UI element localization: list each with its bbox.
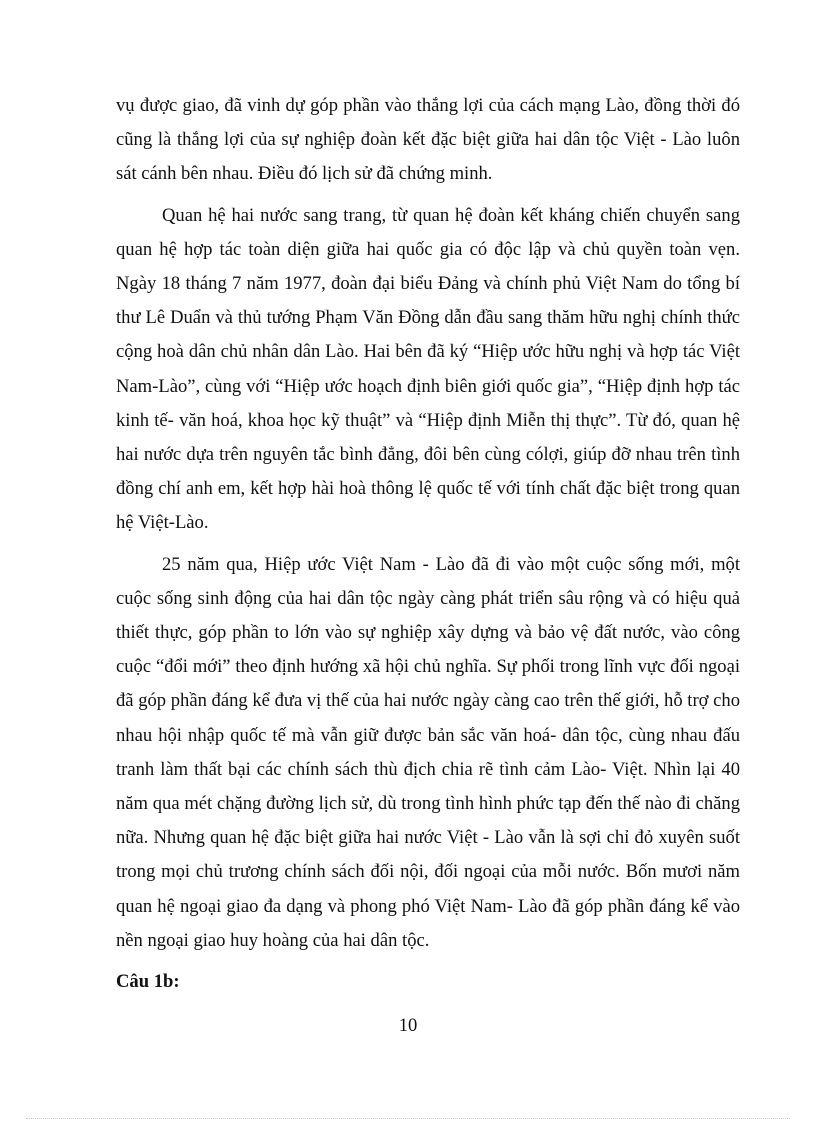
paragraph-bilateral-relations: Quan hệ hai nước sang trang, từ quan hệ đoàn kết kháng chiến chuyển sang quan hệ hợp tác toàn diện giữa hai quốc gia có độc lập và chủ quyền toàn vẹn. Ngày 18 tháng 7 năm 1977, đoàn đại biểu Đảng và chính phủ Việt Nam do tổng bí thư Lê Duẩn và thủ tướng Phạm Văn Đồng dẫn đầu sang thăm hữu nghị chính thức cộng hoà dân chủ nhân dân Lào. Hai bên đã ký “Hiệp ước hữu nghị và hợp tác Việt Nam-Lào”, cùng với “Hiệp ước hoạch định biên giới quốc gia”, “Hiệp định hợp tác kinh tế- văn hoá, khoa học kỹ thuật” và “Hiệp định Miễn thị thực”. Từ đó, quan hệ hai nước dựa trên nguyên tắc bình đẳng, đôi bên cùng cólợi, giúp đỡ nhau trên tình đồng chí anh em, kết hợp hài hoà thông lệ quốc tế với tính chất đặc biệt trong quan hệ Việt-Lào. — [116, 204, 740, 534]
page-number: 10 — [398, 1015, 418, 1036]
paragraph-treaty-25-years: 25 năm qua, Hiệp ước Việt Nam - Lào đã đi vào một cuộc sống mới, một cuộc sống sinh động của hai dân tộc ngày càng phát triển sâu rộng và có hiệu quả thiết thực, góp phần to lớn vào sự nghiệp xây dựng và bảo vệ đất nước, vào công cuộc “đổi mới” theo định hướng xã hội chủ nghĩa. Sự phối trong lĩnh vực đối ngoại đã góp phần đáng kể đưa vị thế của hai nước ngày càng cao trên thế giới, hỗ trợ cho nhau hội nhập quốc tế mà vẫn giữ được bản sắc văn hoá- dân tộc, cùng nhau đấu tranh làm thất bại các chính sách thù địch chia rẽ tình cảm Lào- Việt. Nhìn lại 40 năm qua mét chặng đường lịch sử, dù trong tình hình phức tạp đến thế nào đi chăng nữa. Nhưng quan hệ đặc biệt giữa hai nước Việt - Lào vẫn là sợi chỉ đỏ xuyên suốt trong mọi chủ trương chính sách đối nội, đối ngoại của mỗi nước. Bốn mươi năm quan hệ ngoại giao đa dạng và phong phó Việt Nam- Lào đã góp phần đáng kể vào nền ngoại giao huy hoàng của hai dân tộc. — [116, 553, 740, 951]
document-body — [116, 89, 740, 999]
page-bottom-divider — [26, 1118, 790, 1119]
paragraph-continuation: vụ được giao, đã vinh dự góp phần vào thắng lợi của cách mạng Lào, đồng thời đó cũng là thắng lợi của sự nghiệp đoàn kết đặc biệt giữa hai dân tộc Việt - Lào luôn sát cánh bên nhau. Điều đó lịch sử đã chứng minh. — [116, 95, 740, 185]
section-heading: Câu 1b: — [116, 971, 180, 993]
